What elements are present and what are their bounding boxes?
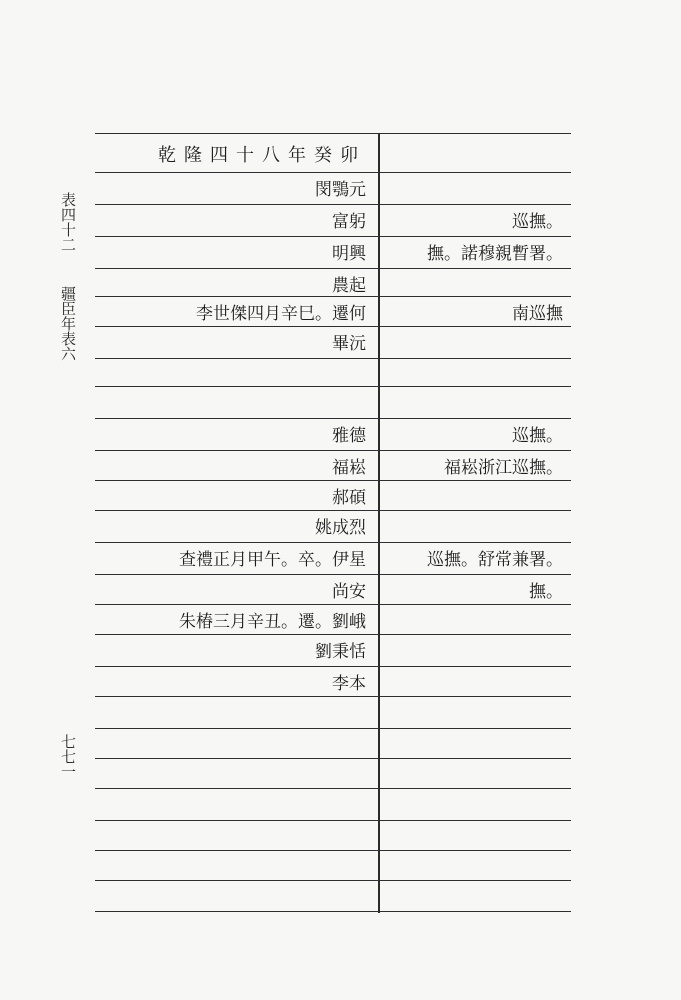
table-row-left: 查禮正月甲午。卒。伊星 (179, 550, 366, 570)
table-row-right (383, 483, 563, 513)
table-row-left: 郝碩 (332, 488, 366, 508)
table-row-left: 福崧 (332, 458, 366, 478)
table-row-right (383, 389, 563, 419)
row-rule (95, 820, 571, 821)
row-rule (95, 296, 571, 297)
row-rule (95, 172, 571, 173)
table-row-right (383, 607, 563, 637)
table-row-right: 撫。諾穆親暫署。 (427, 244, 563, 264)
table-row-left: 姚成烈 (315, 518, 366, 538)
row-rule (95, 728, 571, 729)
row-rule (95, 418, 571, 419)
table-row-right (383, 329, 563, 359)
row-rule (95, 480, 571, 481)
row-rule (95, 634, 571, 635)
row-rule (95, 510, 571, 511)
row-rule (95, 204, 571, 205)
side-subtitle (58, 286, 82, 361)
table-row-left: 閔鶚元 (315, 180, 366, 200)
table-row-right (383, 513, 563, 543)
row-rule (95, 268, 571, 269)
header-row: 乾隆四十八年癸卯 (158, 145, 366, 166)
table-row-right (383, 669, 563, 699)
page-number-text: 七七一 (59, 734, 77, 779)
row-rule (95, 236, 571, 237)
row-rule (95, 788, 571, 789)
table-row-right (383, 637, 563, 667)
table-row-left: 雅德 (332, 426, 366, 446)
table-row-left (95, 389, 366, 419)
row-rule (95, 758, 571, 759)
side-title-text: 表四十二 (59, 192, 77, 252)
table-row-left: 畢沅 (332, 334, 366, 354)
column-divider (378, 133, 380, 913)
table-row-left: 劉秉恬 (315, 642, 366, 662)
table-row-right: 福崧浙江巡撫。 (444, 458, 563, 478)
row-rule (95, 850, 571, 851)
row-rule (95, 666, 571, 667)
row-rule (95, 326, 571, 327)
row-rule (95, 358, 571, 359)
side-title (58, 192, 82, 252)
row-rule (95, 604, 571, 605)
table-row-left: 李本 (332, 674, 366, 694)
row-rule (95, 696, 571, 697)
row-rule (95, 542, 571, 543)
table-row-left: 李世傑四月辛巳。遷何 (196, 304, 366, 324)
page-number (58, 734, 82, 779)
table-top-rule (95, 133, 571, 134)
table-row-right: 巡撫。 (512, 212, 563, 232)
year-table (95, 133, 571, 913)
table-row-right: 南巡撫 (512, 304, 563, 324)
table-row-right: 巡撫。 (512, 426, 563, 446)
table-row-left: 富躬 (332, 212, 366, 232)
table-row-right (383, 175, 563, 205)
table-row-left: 農起 (332, 276, 366, 296)
row-rule (95, 386, 571, 387)
table-row-right: 撫。 (529, 582, 563, 602)
table-bottom-rule (95, 911, 571, 912)
row-rule (95, 450, 571, 451)
row-rule (95, 574, 571, 575)
table-row-left: 尚安 (332, 582, 366, 602)
row-rule (95, 880, 571, 881)
side-subtitle-text: 疆臣年表六 (59, 286, 77, 361)
table-row-left: 朱椿三月辛丑。遷。劉峨 (179, 612, 366, 632)
table-row-right: 巡撫。舒常兼署。 (427, 550, 563, 570)
table-row-left: 明興 (332, 244, 366, 264)
